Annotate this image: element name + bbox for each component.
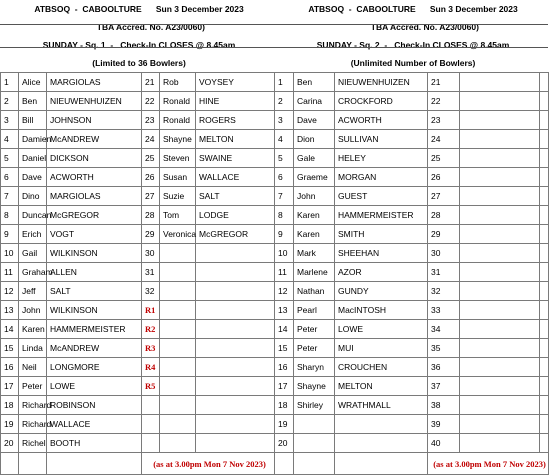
- table-row: [1, 434, 275, 453]
- surname: MUI: [335, 339, 428, 358]
- first-name: [160, 415, 196, 434]
- accreditation: TBA Accred. No. A23/0060): [96, 22, 205, 32]
- bowler-number: 25: [428, 149, 460, 168]
- bowler-number: 17: [1, 377, 19, 396]
- table-row: [1, 377, 275, 396]
- table-row: [275, 377, 549, 396]
- bowler-number: 22: [142, 92, 160, 111]
- table-row: [1, 168, 275, 187]
- bowler-number: 30: [142, 244, 160, 263]
- bowler-number: 20: [275, 434, 294, 453]
- first-name: Mark: [294, 244, 335, 263]
- first-name: Sharyn: [294, 358, 335, 377]
- surname: [196, 339, 275, 358]
- surname: VOYSEY: [196, 73, 275, 92]
- table-row: [1, 244, 275, 263]
- first-name: John: [294, 187, 335, 206]
- first-name: [160, 377, 196, 396]
- empty-cell: [540, 415, 549, 434]
- first-name: Peter: [294, 320, 335, 339]
- first-name: Karen: [19, 320, 47, 339]
- table-row: [275, 92, 549, 111]
- bowler-number: 4: [275, 130, 294, 149]
- empty-cell: [460, 263, 540, 282]
- empty-cell: [460, 206, 540, 225]
- empty-cell: [460, 320, 540, 339]
- bowler-number: 33: [428, 301, 460, 320]
- empty-cell: [540, 339, 549, 358]
- table-row: [275, 301, 549, 320]
- empty-cell: [540, 263, 549, 282]
- accreditation: TBA Accred. No. A23/0060): [370, 22, 479, 32]
- first-name: Graeme: [294, 168, 335, 187]
- empty-cell: [460, 282, 540, 301]
- table-row: [1, 282, 275, 301]
- table-row: [275, 225, 549, 244]
- empty-cell: [540, 73, 549, 92]
- surname: GUEST: [335, 187, 428, 206]
- first-name: Rob: [160, 73, 196, 92]
- bowler-number: 6: [1, 168, 19, 187]
- first-name: Carina: [294, 92, 335, 111]
- first-name: Graham: [19, 263, 47, 282]
- first-name: Damien: [19, 130, 47, 149]
- bowler-number: 9: [275, 225, 294, 244]
- bowler-number: 37: [428, 377, 460, 396]
- bowler-number: R3: [142, 339, 160, 358]
- surname: [196, 320, 275, 339]
- first-name: Ronald: [160, 92, 196, 111]
- empty-cell: [540, 206, 549, 225]
- bowler-number: 25: [142, 149, 160, 168]
- bowler-number: 40: [428, 434, 460, 453]
- bowler-number: 21: [428, 73, 460, 92]
- table-row: [275, 168, 549, 187]
- empty-cell: [460, 92, 540, 111]
- empty-cell: [460, 396, 540, 415]
- bowler-number: 23: [142, 111, 160, 130]
- bowler-number: 24: [142, 130, 160, 149]
- bowler-number: 12: [275, 282, 294, 301]
- first-name: Karen: [294, 206, 335, 225]
- first-name: Ronald: [160, 111, 196, 130]
- bowler-number: [142, 434, 160, 453]
- surname: ROGERS: [196, 111, 275, 130]
- empty-cell: [540, 130, 549, 149]
- table-row: [1, 92, 275, 111]
- table-row: [275, 73, 549, 92]
- bowler-number: 2: [275, 92, 294, 111]
- bowler-number: 19: [1, 415, 19, 434]
- empty-cell: [460, 130, 540, 149]
- bowler-number: 34: [428, 320, 460, 339]
- bowler-number: 3: [1, 111, 19, 130]
- table-row: [1, 396, 275, 415]
- bowler-number: 27: [142, 187, 160, 206]
- bowler-number: 19: [275, 415, 294, 434]
- event-title: ATBSOQ - CABOOLTURE Sun 3 December 2023: [308, 4, 518, 14]
- table-row: [1, 111, 275, 130]
- table-row: [1, 358, 275, 377]
- first-name: Shirley: [294, 396, 335, 415]
- empty-cell: [540, 320, 549, 339]
- bowler-limit: (Limited to 36 Bowlers): [92, 58, 186, 68]
- surname: LOWE: [47, 377, 142, 396]
- empty-cell: [540, 149, 549, 168]
- table-row: [1, 415, 275, 434]
- first-name: Susan: [160, 168, 196, 187]
- bowler-number: 14: [275, 320, 294, 339]
- bowler-number: 38: [428, 396, 460, 415]
- surname: MELTON: [196, 130, 275, 149]
- first-name: Richel: [19, 434, 47, 453]
- bowler-number: 12: [1, 282, 19, 301]
- surname: MARGIOLAS: [47, 73, 142, 92]
- bowler-number: R1: [142, 301, 160, 320]
- empty-cell: [540, 282, 549, 301]
- bowler-number: 35: [428, 339, 460, 358]
- empty-cell: [460, 358, 540, 377]
- first-name: [160, 434, 196, 453]
- bowler-number: 8: [275, 206, 294, 225]
- surname: AZOR: [335, 263, 428, 282]
- table-row: [275, 263, 549, 282]
- surname: WILKINSON: [47, 301, 142, 320]
- surname: [196, 434, 275, 453]
- table-row: [1, 339, 275, 358]
- empty-cell: [540, 225, 549, 244]
- first-name: Peter: [294, 339, 335, 358]
- surname: JOHNSON: [47, 111, 142, 130]
- bowler-number: 1: [275, 73, 294, 92]
- surname: WILKINSON: [47, 244, 142, 263]
- bowler-number: 3: [275, 111, 294, 130]
- surname: NIEUWENHUIZEN: [47, 92, 142, 111]
- bowler-number: 21: [142, 73, 160, 92]
- surname: SALT: [196, 187, 275, 206]
- table-row: [1, 149, 275, 168]
- first-name: Jeff: [19, 282, 47, 301]
- first-name: Steven: [160, 149, 196, 168]
- surname: McGREGOR: [47, 206, 142, 225]
- bowler-number: 29: [142, 225, 160, 244]
- first-name: Tom: [160, 206, 196, 225]
- surname: [196, 244, 275, 263]
- first-name: Shayne: [160, 130, 196, 149]
- first-name: Gale: [294, 149, 335, 168]
- table-row: [1, 130, 275, 149]
- surname: LONGMORE: [47, 358, 142, 377]
- bowler-number: 16: [1, 358, 19, 377]
- table-row: [1, 263, 275, 282]
- empty-cell: [460, 339, 540, 358]
- surname: MacINTOSH: [335, 301, 428, 320]
- surname: CROUCHEN: [335, 358, 428, 377]
- surname: [196, 377, 275, 396]
- as-at-note: (as at 3.00pm Mon 7 Nov 2023): [428, 453, 549, 475]
- first-name: Bill: [19, 111, 47, 130]
- surname: WRATHMALL: [335, 396, 428, 415]
- surname: WALLACE: [47, 415, 142, 434]
- surname: ACWORTH: [335, 111, 428, 130]
- surname: SHEEHAN: [335, 244, 428, 263]
- surname: MARGIOLAS: [47, 187, 142, 206]
- first-name: Alice: [19, 73, 47, 92]
- empty-cell: [460, 377, 540, 396]
- bowler-number: 5: [1, 149, 19, 168]
- empty-cell: [460, 111, 540, 130]
- surname: HINE: [196, 92, 275, 111]
- bowler-number: R4: [142, 358, 160, 377]
- first-name: [160, 396, 196, 415]
- surname: SALT: [47, 282, 142, 301]
- table-row: [275, 111, 549, 130]
- bowler-number: 15: [1, 339, 19, 358]
- table-row: [275, 244, 549, 263]
- first-name: Suzie: [160, 187, 196, 206]
- empty-cell: [460, 244, 540, 263]
- bowler-number: R2: [142, 320, 160, 339]
- bowler-number: 11: [1, 263, 19, 282]
- first-name: Dion: [294, 130, 335, 149]
- bowler-number: 29: [428, 225, 460, 244]
- first-name: Erich: [19, 225, 47, 244]
- bowler-number: 1: [1, 73, 19, 92]
- surname: GUNDY: [335, 282, 428, 301]
- empty-cell: [540, 244, 549, 263]
- bowler-number: 8: [1, 206, 19, 225]
- bowler-number: 18: [1, 396, 19, 415]
- bowler-number: 31: [142, 263, 160, 282]
- table-row: [275, 434, 549, 453]
- first-name: [160, 301, 196, 320]
- empty-cell: [460, 301, 540, 320]
- bowler-number: 2: [1, 92, 19, 111]
- bowler-number: R5: [142, 377, 160, 396]
- first-name: Linda: [19, 339, 47, 358]
- bowler-limit: (Unlimited Number of Bowlers): [350, 58, 476, 68]
- bowler-number: 7: [275, 187, 294, 206]
- table-row: [275, 358, 549, 377]
- table-row: [1, 187, 275, 206]
- table-row: [275, 320, 549, 339]
- table-row: [275, 415, 549, 434]
- bowler-number: 4: [1, 130, 19, 149]
- surname: HAMMERMEISTER: [47, 320, 142, 339]
- table-row: [1, 73, 275, 92]
- surname: SWAINE: [196, 149, 275, 168]
- first-name: [160, 339, 196, 358]
- table-row: [275, 187, 549, 206]
- first-name: [160, 358, 196, 377]
- surname: [196, 396, 275, 415]
- first-name: [160, 282, 196, 301]
- first-name: Duncan: [19, 206, 47, 225]
- bowler-number: 20: [1, 434, 19, 453]
- first-name: Gail: [19, 244, 47, 263]
- surname: [335, 434, 428, 453]
- first-name: Neil: [19, 358, 47, 377]
- bowler-number: 13: [1, 301, 19, 320]
- table-row: [275, 206, 549, 225]
- surname: McGREGOR: [196, 225, 275, 244]
- bowler-number: 18: [275, 396, 294, 415]
- bowler-number: [142, 396, 160, 415]
- surname: HELEY: [335, 149, 428, 168]
- header-divider: [0, 47, 548, 48]
- bowler-number: 7: [1, 187, 19, 206]
- bowler-number: 14: [1, 320, 19, 339]
- table-row: [1, 320, 275, 339]
- header-divider: [0, 24, 548, 25]
- surname: McANDREW: [47, 130, 142, 149]
- first-name: Peter: [19, 377, 47, 396]
- first-name: Nathan: [294, 282, 335, 301]
- bowler-number: 28: [428, 206, 460, 225]
- bowler-number: 26: [428, 168, 460, 187]
- table-row: [275, 282, 549, 301]
- empty-cell: [540, 434, 549, 453]
- surname: CROCKFORD: [335, 92, 428, 111]
- bowler-number: 26: [142, 168, 160, 187]
- empty-cell: [540, 92, 549, 111]
- first-name: Daniel: [19, 149, 47, 168]
- bowler-number: 23: [428, 111, 460, 130]
- bowler-number: 13: [275, 301, 294, 320]
- surname: [196, 263, 275, 282]
- empty-cell: [540, 111, 549, 130]
- first-name: Richard: [19, 396, 47, 415]
- surname: [196, 301, 275, 320]
- empty-cell: [460, 168, 540, 187]
- event-title: ATBSOQ - CABOOLTURE Sun 3 December 2023: [34, 4, 244, 14]
- surname: LODGE: [196, 206, 275, 225]
- first-name: Dave: [19, 168, 47, 187]
- surname: ACWORTH: [47, 168, 142, 187]
- surname: [196, 358, 275, 377]
- first-name: [160, 244, 196, 263]
- first-name: Marlene: [294, 263, 335, 282]
- bowler-number: 22: [428, 92, 460, 111]
- first-name: [160, 320, 196, 339]
- table-row: [275, 339, 549, 358]
- empty-cell: [540, 377, 549, 396]
- first-name: [294, 415, 335, 434]
- surname: MELTON: [335, 377, 428, 396]
- bowler-number: 10: [1, 244, 19, 263]
- empty-cell: [460, 149, 540, 168]
- bowler-number: 9: [1, 225, 19, 244]
- empty-cell: [540, 168, 549, 187]
- table-row: [1, 206, 275, 225]
- bowler-number: 30: [428, 244, 460, 263]
- bowler-number: 31: [428, 263, 460, 282]
- first-name: Richard: [19, 415, 47, 434]
- surname: MORGAN: [335, 168, 428, 187]
- first-name: Shayne: [294, 377, 335, 396]
- bowler-number: 39: [428, 415, 460, 434]
- surname: WALLACE: [196, 168, 275, 187]
- bowler-number: 32: [428, 282, 460, 301]
- empty-cell: [540, 301, 549, 320]
- surname: ALLEN: [47, 263, 142, 282]
- squad-2-table: [274, 0, 549, 475]
- table-row: [275, 396, 549, 415]
- first-name: Ben: [19, 92, 47, 111]
- surname: VOGT: [47, 225, 142, 244]
- surname: [196, 415, 275, 434]
- table-row: [275, 149, 549, 168]
- surname: LOWE: [335, 320, 428, 339]
- first-name: Ben: [294, 73, 335, 92]
- empty-cell: [460, 225, 540, 244]
- bowler-number: 11: [275, 263, 294, 282]
- empty-cell: [460, 415, 540, 434]
- first-name: Dave: [294, 111, 335, 130]
- surname: ROBINSON: [47, 396, 142, 415]
- first-name: Karen: [294, 225, 335, 244]
- first-name: John: [19, 301, 47, 320]
- surname: BOOTH: [47, 434, 142, 453]
- table-row: [1, 301, 275, 320]
- empty-cell: [460, 73, 540, 92]
- surname: NIEUWENHUIZEN: [335, 73, 428, 92]
- bowler-number: 5: [275, 149, 294, 168]
- empty-cell: [540, 396, 549, 415]
- table-row: [275, 130, 549, 149]
- bowler-number: 16: [275, 358, 294, 377]
- as-at-note: (as at 3.00pm Mon 7 Nov 2023): [142, 453, 275, 475]
- surname: [335, 415, 428, 434]
- first-name: [294, 434, 335, 453]
- bowler-number: 24: [428, 130, 460, 149]
- empty-cell: [540, 358, 549, 377]
- surname: McANDREW: [47, 339, 142, 358]
- bowler-number: 17: [275, 377, 294, 396]
- surname: [196, 282, 275, 301]
- first-name: [160, 263, 196, 282]
- first-name: Veronica: [160, 225, 196, 244]
- surname: DICKSON: [47, 149, 142, 168]
- session-line: SUNDAY - Sq. 1 - Check-In CLOSES @ 8.45am: [42, 40, 236, 50]
- surname: SMITH: [335, 225, 428, 244]
- bowler-number: 6: [275, 168, 294, 187]
- empty-cell: [460, 434, 540, 453]
- session-line: SUNDAY - Sq. 2 - Check-In CLOSES @ 8.45am: [316, 40, 510, 50]
- bowler-number: 10: [275, 244, 294, 263]
- bowler-number: 32: [142, 282, 160, 301]
- surname: SULLIVAN: [335, 130, 428, 149]
- bowler-number: 27: [428, 187, 460, 206]
- first-name: Pearl: [294, 301, 335, 320]
- empty-cell: [460, 187, 540, 206]
- empty-cell: [540, 187, 549, 206]
- table-row: [1, 225, 275, 244]
- first-name: Dino: [19, 187, 47, 206]
- bowler-number: [142, 415, 160, 434]
- bowler-number: 15: [275, 339, 294, 358]
- surname: HAMMERMEISTER: [335, 206, 428, 225]
- bowler-number: 36: [428, 358, 460, 377]
- bowler-number: 28: [142, 206, 160, 225]
